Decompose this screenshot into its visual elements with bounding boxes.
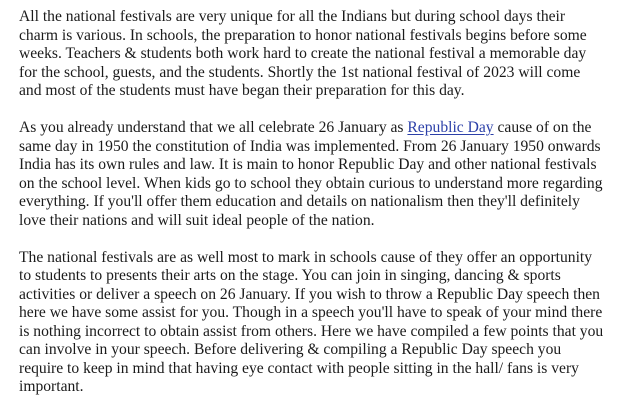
text-line: important.: [19, 378, 84, 395]
text-line: to students to presents their arts on the stage. You can join in singing, dancing & sports: [19, 267, 561, 284]
text-line: love their nations and will suit ideal people of the nation.: [19, 211, 375, 229]
text-line: charm is various. In schools, the preparation to honor national festivals begins before some: [19, 26, 587, 44]
text-line: activities or deliver a speech on 26 January. If you wish to throw a Republic Day speech then: [19, 285, 600, 303]
text-line: All the national festivals are very unique for all the Indians but during school days their: [19, 8, 566, 25]
text-fragment: As you already understand that we all celebrate 26 January as: [19, 119, 408, 136]
text-line: and most of the students must have began their preparation for this day.: [19, 82, 465, 99]
text-line: on the school level. When kids go to school they obtain curious to understand more regarding: [19, 174, 603, 192]
paragraph-intro: [19, 8, 627, 101]
text-line: India has its own rules and law. It is main to honor Republic Day and other national festivals: [19, 156, 597, 173]
text-line: for the school, guests, and the students. Shortly the 1st national festival of 2023 will come: [19, 63, 581, 81]
paragraph-republic-day: [19, 119, 627, 230]
text-line: The national festivals are as well most to mark in schools cause of they offer an opportunity: [19, 248, 593, 266]
text-line: everything. If you'll offer them education and details on nationalism then they'll definitely: [19, 193, 580, 210]
text-line: can involve in your speech. Before delivering & compiling a Republic Day speech you: [19, 341, 562, 358]
text-line: is nothing incorrect to obtain assist from others. Here we have compiled a few points that you: [19, 322, 604, 340]
text-line: require to keep in mind that having eye contact with people sitting in the hall/ fans is very: [19, 359, 579, 377]
text-fragment: cause of on the: [493, 119, 592, 136]
text-line: [19, 119, 627, 138]
text-line: here we have some assist for you. Though in a speech you'll have to speak of your mind there: [19, 304, 603, 321]
republic-day-link[interactable]: Republic Day: [407, 119, 494, 136]
text-line: same day in 1950 the constitution of India was implemented. From 26 January 1950 onwards: [19, 137, 601, 155]
text-line: weeks. Teachers & students both work hard to create the national festival a memorable day: [19, 45, 587, 62]
paragraph-speech: [19, 249, 627, 397]
